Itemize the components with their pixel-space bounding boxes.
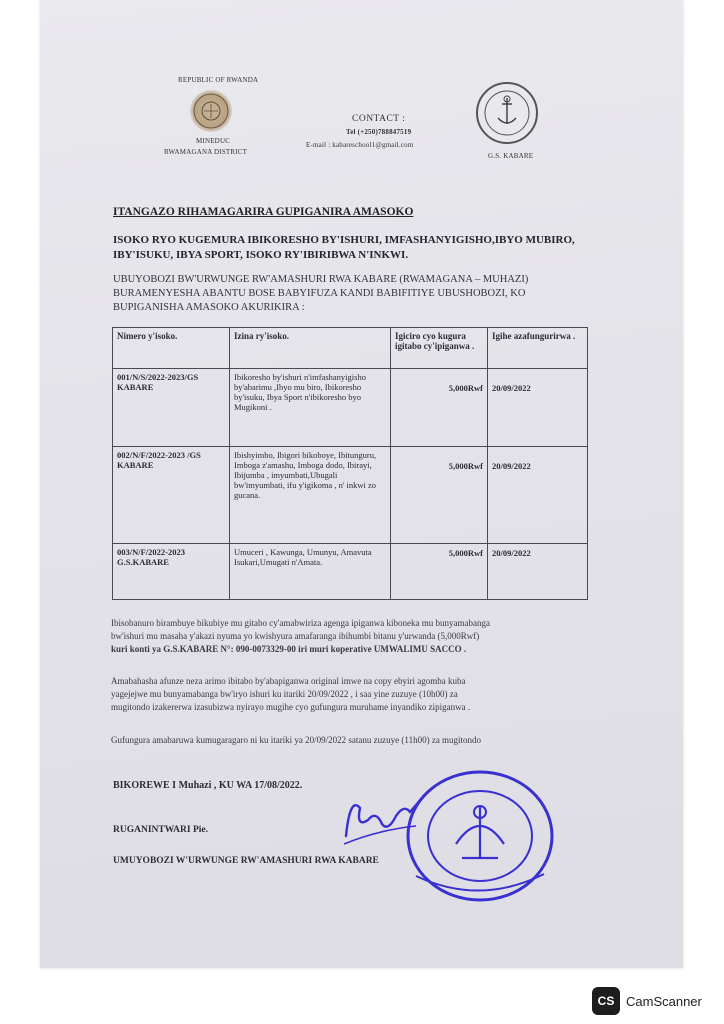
tender-name: Ibishyimbo, Ibigori bikoboye, Ibitunguru, Imboga z'amashu, Imboga dodo, Ibirayi, Ibijumba , imyumbati,Ubugali bw'imyumbati, ifu y'igikoma , n' inkwi zo gucana. [230, 447, 391, 544]
signatory-name: RUGANINTWARI Pie. [113, 825, 208, 835]
tender-number: 001/N/S/2022-2023/GS KABARE [113, 369, 230, 447]
intro-line-3: BUPIGANISHA AMASOKO AKURIKIRA : [113, 302, 305, 313]
table-row [113, 369, 588, 447]
camscanner-label: CamScanner [626, 993, 702, 1009]
tender-price: 5,000Rwf [391, 544, 488, 600]
tender-number: 003/N/F/2022-2023 G.S.KABARE [113, 544, 230, 600]
paragraph-details-line-3: kuri konti ya G.S.KABARE N°: 090-0073329-00 iri muri koperative UMWALIMU SACCO . [111, 644, 467, 654]
paragraph-details-line-2: bw'ishuri mu masaha y'akazi nyuma yo kwishyura amafaranga ibihumbi bitanu y'urwanda (5,000Rwf) [111, 631, 480, 641]
table-row [113, 447, 588, 544]
tender-price: 5,000Rwf [391, 447, 488, 544]
contact-tel: Tel (+250)788847519 [346, 128, 412, 136]
subject-line-1: ISOKO RYO KUGEMURA IBIKORESHO BY'ISHURI, IMFASHANYIGISHO,IBYO MUBIRO, [113, 234, 575, 246]
tender-table [112, 327, 588, 600]
paragraph-opening: Gufungura amabaruwa kumugaragaro ni ku itariki ya 20/09/2022 satanu zuzuye (11h00) za mugitondo [111, 735, 482, 745]
tender-date: 20/09/2022 [488, 544, 588, 600]
contact-email: E-mail : kabareschool1@gmail.com [306, 141, 414, 149]
district-label: RWAMAGANA DISTRICT [164, 148, 248, 156]
tender-date: 20/09/2022 [488, 369, 588, 447]
col-date-header: Igihe azafungurirwa . [488, 328, 588, 369]
contact-label: CONTACT : [352, 114, 406, 124]
col-price-header: Igiciro cyo kugura igitabo cy'ipiganwa . [391, 328, 488, 369]
col-name-header: Izina ry'isoko. [230, 328, 391, 369]
camscanner-watermark [592, 986, 702, 1016]
paragraph-submission-line-1: Amabahasha afunze neza arimo ibitabo by'abapiganwa original imwe na copy ebyiri agomba kuba [111, 676, 466, 686]
ministry-label: MINEDUC [196, 137, 231, 145]
subject-line-2: IBY'ISUKU, IBYA SPORT, ISOKO RY'IBIRIBWA N'INKWI. [113, 249, 409, 261]
school-name-label: G.S. KABARE [488, 152, 534, 160]
tender-name: Umuceri , Kawunga, Umunyu, Amavuta Isukari,Umugati n'Amata. [230, 544, 391, 600]
country-header: REPUBLIC OF RWANDA [178, 76, 259, 84]
school-stamp [396, 766, 558, 906]
paragraph-details-line-1: Ibisobanuro birambuye bikubiye mu gitabo cy'amabwiriza agenga ipiganwa kiboneka mu bunyamabanga [111, 618, 491, 628]
intro-line-1: UBUYOBOZI BW'URWUNGE RW'AMASHURI RWA KABARE (RWAMAGANA – MUHAZI) [113, 274, 529, 285]
paragraph-submission-line-3: mugitondo izakererwa izasubizwa nyirayo mugihe cyo gufungura muruhame inyandiko zipiganwa . [111, 702, 471, 712]
tender-name: Ibikoresho by'ishuri n'imfashanyigisho by'abarimu ,Ibyo mu biro, Ibikoresho by'isuku, Ibya Sport n'ibikoresho byo Mugikoni . [230, 369, 391, 447]
document-title: ITANGAZO RIHAMAGARIRA GUPIGANIRA AMASOKO [113, 206, 414, 218]
tender-date: 20/09/2022 [488, 447, 588, 544]
table-header-row [113, 328, 588, 369]
intro-line-2: BURAMENYESHA ABANTU BOSE BABYIFUZA KANDI BABIFITIYE UBUSHOBOZI, KO [113, 288, 526, 299]
tender-price: 5,000Rwf [391, 369, 488, 447]
school-logo-icon [476, 82, 538, 144]
camscanner-logo-icon: CS [592, 987, 620, 1015]
signatory-title: UMUYOBOZI W'URWUNGE RW'AMASHURI RWA KABARE [113, 856, 379, 866]
paragraph-submission-line-2: yagejejwe mu bunyamabanga bw'iryo ishuri ku itariki 20/09/2022 , i saa yine zuzuye (10h00) za [111, 689, 458, 699]
col-number-header: Nimero y'isoko. [113, 328, 230, 369]
place-date: BIKOREWE I Muhazi , KU WA 17/08/2022. [113, 780, 303, 791]
table-row [113, 544, 588, 600]
rwanda-emblem-icon [190, 90, 232, 132]
tender-number: 002/N/F/2022-2023 /GS KABARE [113, 447, 230, 544]
